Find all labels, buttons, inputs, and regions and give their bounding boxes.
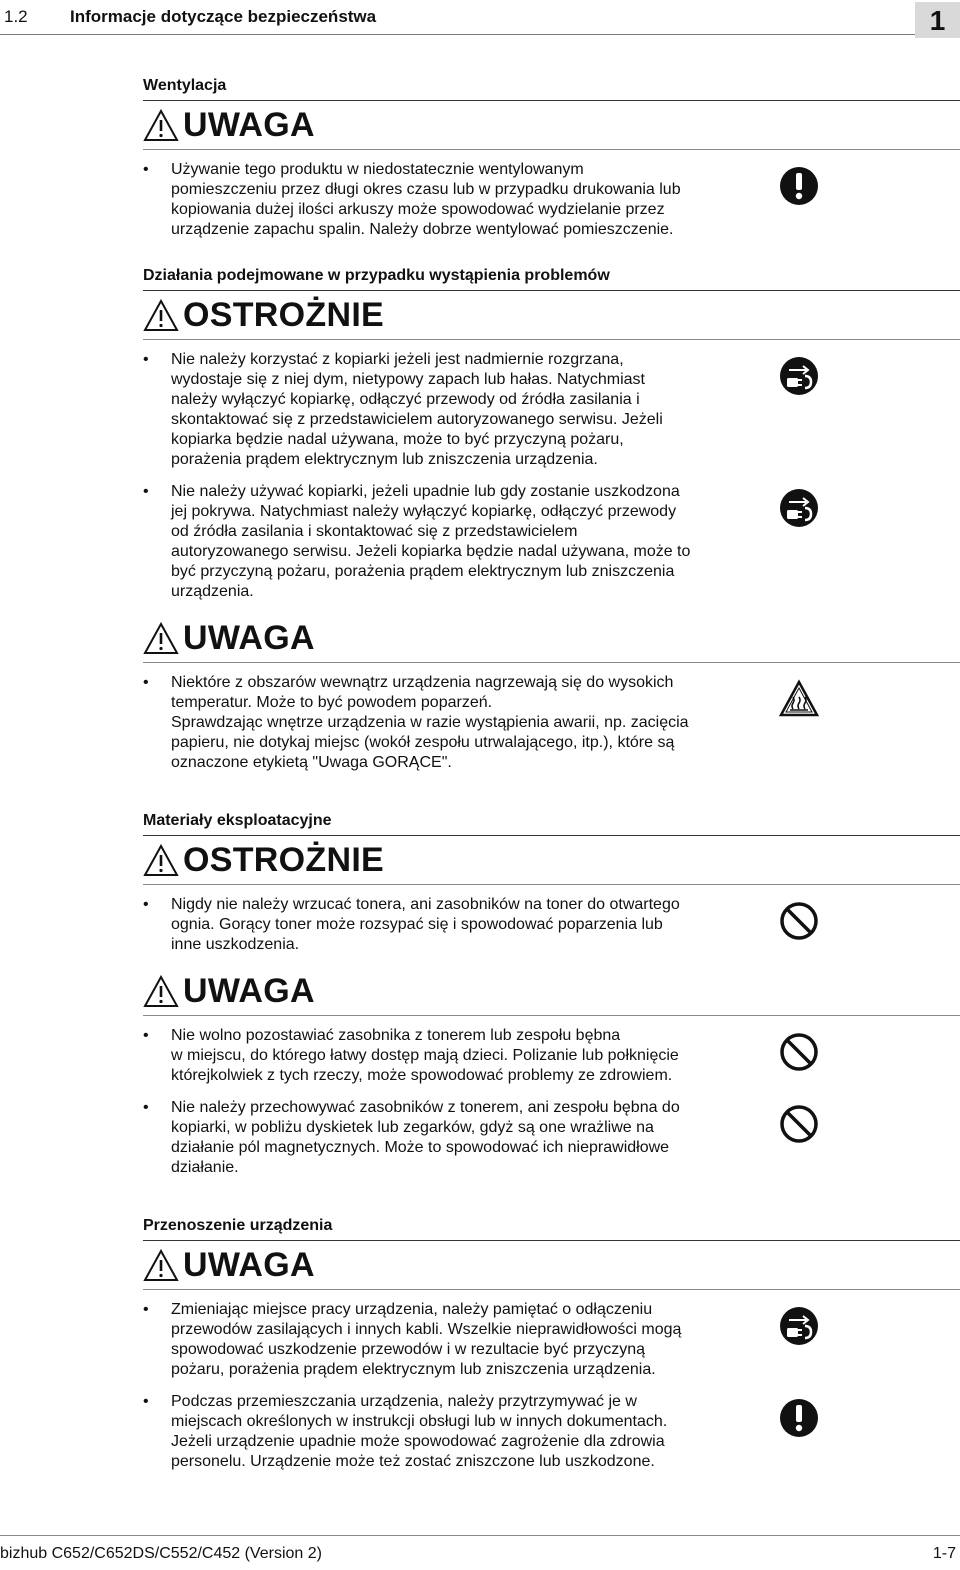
chapter-tab: 1 xyxy=(915,2,960,38)
bullet: • xyxy=(143,351,149,368)
warning-triangle-icon xyxy=(143,299,179,332)
unplug-icon xyxy=(779,356,819,396)
item-text: Nie należy używać kopiarki, jeżeli upadnie lub gdy zostanie uszkodzona jej pokrywa. Natychmiast należy wyłączyć kopiarkę, odłączyć przewody od źródła zasilania i skontaktować się z przedstawicielem autoryzowanego serwisu. Jeżeli kopiarka będzie nadal używana, może to być przyczyną pożaru, porażenia prądem elektrycznym lub zniszczenia urządzenia. xyxy=(171,483,691,600)
list-item xyxy=(143,1098,783,1178)
item-text: Nie należy przechowywać zasobników z tonerem, ani zespołu bębna do kopiarki, w pobliżu dyskietek lub zegarków, gdyż są one wrażliwe na działanie pól magnetycznych. Może to spowodować ich nieprawidłowe działanie. xyxy=(171,1099,680,1176)
signal-word-label: UWAGA xyxy=(183,972,315,1010)
section-heading: Materiały eksploatacyjne xyxy=(143,812,332,829)
main-content xyxy=(143,72,960,1484)
footer-model: bizhub C652/C652DS/C552/C452 (Version 2) xyxy=(0,1545,322,1562)
list-item xyxy=(143,482,783,602)
item-text: Nie należy korzystać z kopiarki jeżeli jest nadmiernie rozgrzana, wydostaje się z niej dym, nietypowy zapach lub hałas. Natychmiast należy wyłączyć kopiarkę, odłączyć przewody od źródła zasilania i skontaktować się z przedstawicielem autoryzowanego serwisu. Jeżeli kopiarka będzie nadal używana, może to być przyczyną pożaru, porażenia prądem elektrycznym lub zniszczenia urządzenia. xyxy=(171,351,663,468)
section-heading: Działania podejmowane w przypadku wystąpienia problemów xyxy=(143,267,610,284)
bullet: • xyxy=(143,1099,149,1116)
hot-surface-icon xyxy=(779,679,819,719)
item-text: Podczas przemieszczania urządzenia, należy przytrzymywać je w miejscach określonych w instrukcji obsługi lub w innych dokumentach. Jeżeli urządzenie upadnie może spowodować zagrożenie dla zdrowia personelu. Urządzenie może też zostać zniszczone lub uszkodzone. xyxy=(171,1393,668,1470)
prohibited-icon xyxy=(779,1032,819,1072)
section-title: Informacje dotyczące bezpieczeństwa xyxy=(70,7,377,26)
warning-triangle-icon xyxy=(143,975,179,1008)
footer-rule xyxy=(0,1535,960,1536)
item-text: Używanie tego produktu w niedostatecznie wentylowanym pomieszczeniu przez długi okres czasu lub w przypadku drukowania lub kopiowania dużej ilości arkuszy może spowodować wydzielanie przez urządzenie zapachu spalin. Należy dobrze wentylować pomieszczenie. xyxy=(171,161,681,238)
list-item xyxy=(143,1392,783,1472)
section-number: 1.2 xyxy=(4,7,28,26)
list-item xyxy=(143,895,783,955)
signal-word xyxy=(143,967,960,1015)
header-rule xyxy=(0,34,915,35)
warning-triangle-icon xyxy=(143,844,179,877)
warning-triangle-icon xyxy=(143,109,179,142)
bullet: • xyxy=(143,161,149,178)
section-heading: Przenoszenie urządzenia xyxy=(143,1217,333,1234)
list-item xyxy=(143,673,783,773)
section-heading: Wentylacja xyxy=(143,77,227,94)
signal-word-label: OSTROŻNIE xyxy=(183,296,385,334)
list-item xyxy=(143,1026,783,1086)
bullet: • xyxy=(143,1393,149,1410)
exclamation-icon xyxy=(779,1398,819,1438)
signal-word-label: UWAGA xyxy=(183,619,315,657)
bullet: • xyxy=(143,483,149,500)
signal-word xyxy=(143,614,960,662)
signal-word-label: UWAGA xyxy=(183,1246,315,1284)
item-text: Nie wolno pozostawiać zasobnika z tonerem lub zespołu bębna w miejscu, do którego łatwy dostęp mają dzieci. Polizanie lub połknięcie którejkolwiek z tych rzeczy, może spowodować problemy ze zdrowiem. xyxy=(171,1027,679,1084)
list-item xyxy=(143,350,783,470)
signal-word xyxy=(143,1241,960,1289)
unplug-icon xyxy=(779,1306,819,1346)
item-text: Niektóre z obszarów wewnątrz urządzenia nagrzewają się do wysokich temperatur. Może to być powodem poparzeń. Sprawdzając wnętrze urządzenia w razie wystąpienia awarii, np. zacięcia papieru, nie dotykaj miejsc (wokół zespołu utrwalającego, itp.), które są oznaczone etykietą "Uwaga GORĄCE". xyxy=(171,674,689,771)
warning-list xyxy=(143,885,960,955)
section xyxy=(143,262,960,773)
list-item xyxy=(143,1300,783,1380)
prohibited-icon xyxy=(779,1104,819,1144)
warning-list xyxy=(143,1016,960,1178)
prohibited-icon xyxy=(779,901,819,941)
warning-list xyxy=(143,663,960,773)
list-item xyxy=(143,160,783,240)
item-text: Zmieniając miejsce pracy urządzenia, należy pamiętać o odłączeniu przewodów zasilających i innych kabli. Wszelkie nieprawidłowości mogą spowodować uszkodzenie przewodów i w rezultacie być przyczyną pożaru, porażenia prądem elektrycznym lub zniszczenia urządzenia. xyxy=(171,1301,682,1378)
exclamation-icon xyxy=(779,166,819,206)
page-number: 1-7 xyxy=(932,1545,956,1562)
page-header xyxy=(0,0,960,36)
signal-word xyxy=(143,291,960,339)
unplug-icon xyxy=(779,488,819,528)
bullet: • xyxy=(143,1301,149,1318)
section xyxy=(143,1212,960,1472)
warning-list xyxy=(143,340,960,602)
bullet: • xyxy=(143,674,149,691)
item-text: Nigdy nie należy wrzucać tonera, ani zasobników na toner do otwartego ognia. Gorący toner może rozsypać się i spowodować poparzenia lub inne uszkodzenia. xyxy=(171,896,680,953)
warning-triangle-icon xyxy=(143,1249,179,1282)
section xyxy=(143,72,960,240)
signal-word-label: UWAGA xyxy=(183,106,315,144)
bullet: • xyxy=(143,1027,149,1044)
warning-list xyxy=(143,1290,960,1472)
signal-word-label: OSTROŻNIE xyxy=(183,841,385,879)
warning-list xyxy=(143,150,960,240)
bullet: • xyxy=(143,896,149,913)
signal-word xyxy=(143,101,960,149)
warning-triangle-icon xyxy=(143,622,179,655)
signal-word xyxy=(143,836,960,884)
section xyxy=(143,807,960,1178)
